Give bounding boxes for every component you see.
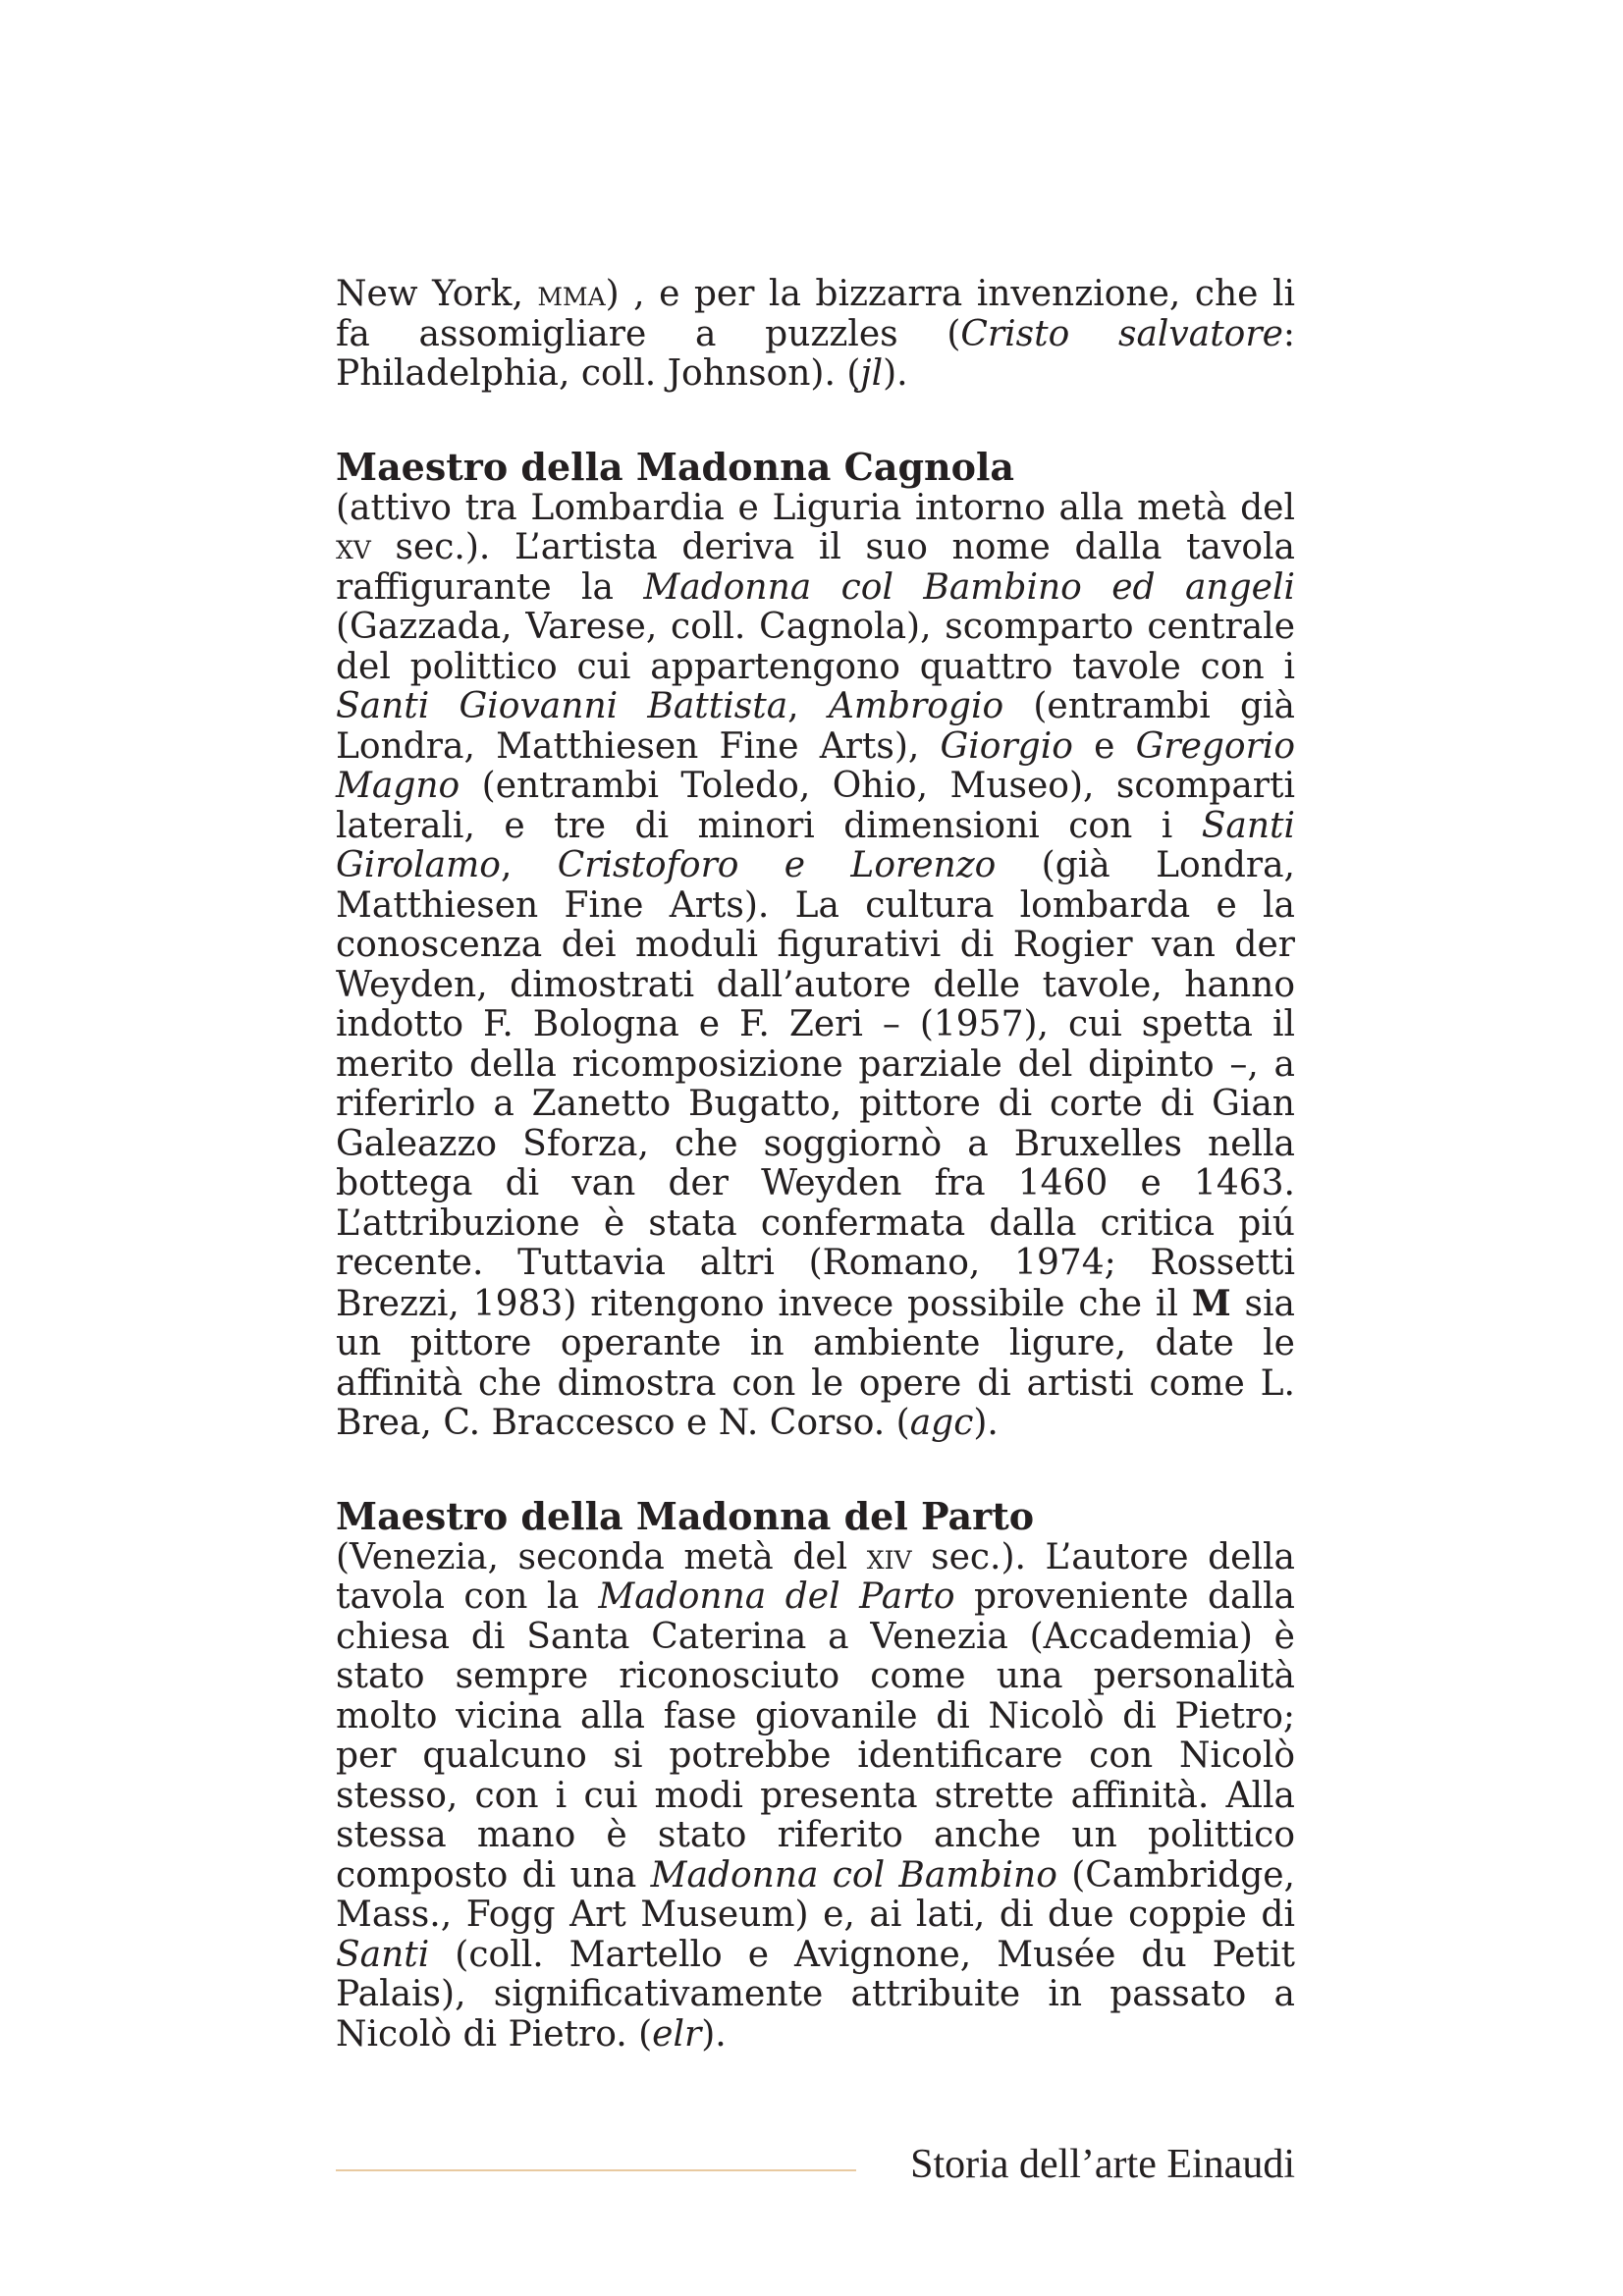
- entry-title-parto: Maestro della Madonna del Parto: [336, 1493, 1035, 1538]
- author-signature: agc: [909, 1403, 974, 1443]
- entry-body-cagnola: (attivo tra Lombardia e Liguria intorno alla metà del xv sec.). L’artista deriva il suo nome dalla tavola raffigurante la Madonna col Bambino ed angeli (Gazzada, Varese, coll. Cagnola), scomparto centrale del polittico cui appartengono quattro tavole con i Santi Giovanni Battista, Ambrogio (entrambi già Londra, Matthiesen Fine Arts), Giorgio e Gregorio Magno (entrambi Toledo, Ohio, Museo), scomparti laterali, e tre di minori dimensioni con i Santi Girolamo, Cristoforo e Lorenzo (già Londra, Matthiesen Fine Arts). La cultura lombarda e la conoscenza dei moduli figurativi di Rogier van der Weyden, dimostrati dall’autore delle tavole, hanno indotto F. Bologna e F. Zeri – (1957), cui spetta il merito della ricomposizione parziale del dipinto –, a riferirlo a Zanetto Bugatto, pittore di corte di Gian Galeazzo Sforza, che soggiornò a Bruxelles nella bottega di van der Weyden fra 1460 e 1463. L’attribuzione è stata confermata dalla critica piú recente. Tuttavia altri (Romano, 1974; Rossetti Brezzi, 1983) ritengono invece possibile che il M sia un pittore operante in ambiente ligure, date le affinità che dimostra con le opere di artisti come L. Brea, C. Braccesco e N. Corso. (agc).: [336, 487, 1296, 1443]
- intro-paragraph: New York, mma) , e per la bizzarra invenzione, che li fa assomigliare a puzzles (Cristo salvatore: Philadelphia, coll. Johnson). (jl).: [336, 274, 1296, 394]
- entry-title-cagnola: Maestro della Madonna Cagnola: [336, 444, 1015, 489]
- author-signature: elr: [652, 2013, 702, 2055]
- entry-body-parto: (Venezia, seconda metà del xiv sec.). L’autore della tavola con la Madonna del Parto proveniente dalla chiesa di Santa Caterina a Venezia (Accademia) è stato sempre riconosciuto come una personalità molto vicina alla fase giovanile di Nicolò di Pietro; per qualcuno si potrebbe identificare con Nicolò stesso, con i cui modi presenta strette affinità. Alla stessa mano è stato riferito anche un polittico composto di una Madonna col Bambino (Cambridge, Mass., Fogg Art Museum) e, ai lati, di due coppie di Santi (coll. Martello e Avignone, Musée du Petit Palais), significativamente attribuite in passato a Nicolò di Pietro. (elr).: [336, 1536, 1296, 2055]
- footer-label: Storia dell’arte Einaudi: [910, 2142, 1295, 2187]
- footer-divider: [336, 2169, 856, 2171]
- page-footer: [336, 2140, 1295, 2189]
- page-body: [336, 275, 1295, 2055]
- author-signature: jl: [860, 353, 884, 394]
